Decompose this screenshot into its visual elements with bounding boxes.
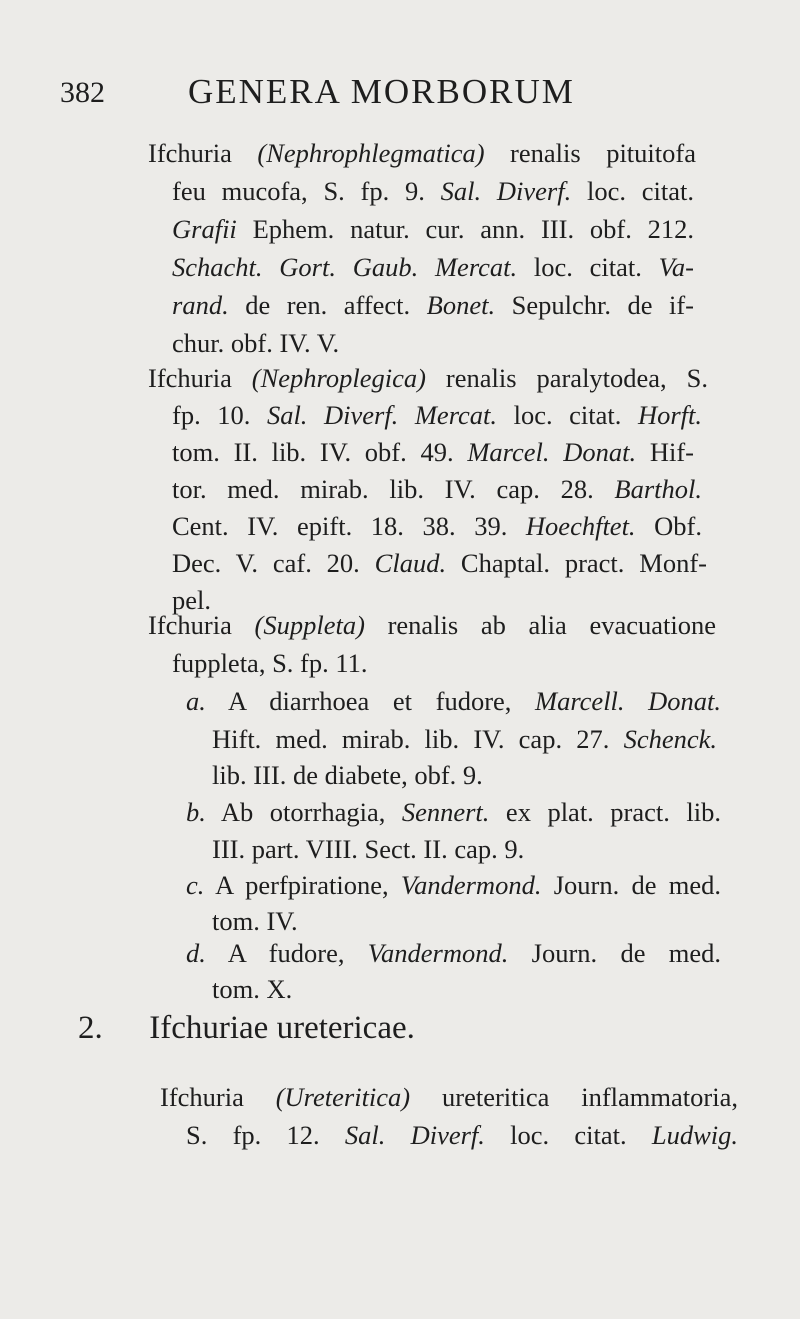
text-line-19: b. Ab otorrhagia, Sennert. ex plat. pract. lib. bbox=[186, 797, 721, 827]
section-title: Ifchuriae uretericae. bbox=[149, 1010, 415, 1046]
text-line-21: c. A perfpiratione, Vandermond. Journ. de med. bbox=[186, 870, 721, 900]
page-header bbox=[60, 70, 660, 120]
text-line-4: Schacht. Gort. Gaub. Mercat. loc. citat. Va- bbox=[172, 252, 694, 282]
text-line-10: tor. med. mirab. lib. IV. cap. 28. Barthol. bbox=[172, 474, 702, 504]
text-line-1: Ifchuria (Nephrophlegmatica) renalis pituitofa bbox=[148, 138, 696, 168]
text-line-5: rand. de ren. affect. Bonet. Sepulchr. de if- bbox=[172, 290, 694, 320]
text-line-18: lib. III. de diabete, obf. 9. bbox=[212, 760, 483, 790]
text-line-8: fp. 10. Sal. Diverf. Mercat. loc. citat. Horft. bbox=[172, 400, 702, 430]
running-head: GENERA MORBORUM bbox=[188, 72, 575, 111]
section-heading bbox=[78, 1010, 415, 1046]
text-line-13: pel. bbox=[172, 585, 211, 615]
text-line-22: tom. IV. bbox=[212, 906, 298, 936]
text-line-12: Dec. V. caf. 20. Claud. Chaptal. pract. Monf- bbox=[172, 548, 707, 578]
text-line-24: tom. X. bbox=[212, 974, 293, 1004]
text-line-11: Cent. IV. epift. 18. 38. 39. Hoechftet. Obf. bbox=[172, 511, 702, 541]
text-line-7: Ifchuria (Nephroplegica) renalis paralytodea, S. bbox=[148, 363, 708, 393]
section-number: 2. bbox=[78, 1010, 103, 1046]
text-line-3: Grafii Ephem. natur. cur. ann. III. obf. 212. bbox=[172, 214, 694, 244]
text-line-14: Ifchuria (Suppleta) renalis ab alia evacuatione bbox=[148, 610, 716, 640]
text-line-6: chur. obf. IV. V. bbox=[172, 328, 340, 358]
text-line-17: Hift. med. mirab. lib. IV. cap. 27. Schenck. bbox=[212, 724, 717, 754]
text-line-20: III. part. VIII. Sect. II. cap. 9. bbox=[212, 834, 525, 864]
text-line-9: tom. II. lib. IV. obf. 49. Marcel. Donat. Hif- bbox=[172, 437, 694, 467]
text-line-continued-1: Ifchuria (Ureteritica) ureteritica inflammatoria, bbox=[160, 1082, 738, 1112]
text-line-2: feu mucofa, S. fp. 9. Sal. Diverf. loc. citat. bbox=[172, 176, 694, 206]
text-line-16: a. A diarrhoea et fudore, Marcell. Donat. bbox=[186, 686, 721, 716]
text-line-continued-2: S. fp. 12. Sal. Diverf. loc. citat. Ludwig. bbox=[186, 1120, 738, 1150]
text-line-23: d. A fudore, Vandermond. Journ. de med. bbox=[186, 938, 721, 968]
text-line-15: fuppleta, S. fp. 11. bbox=[172, 648, 368, 678]
page-number: 382 bbox=[60, 76, 105, 109]
